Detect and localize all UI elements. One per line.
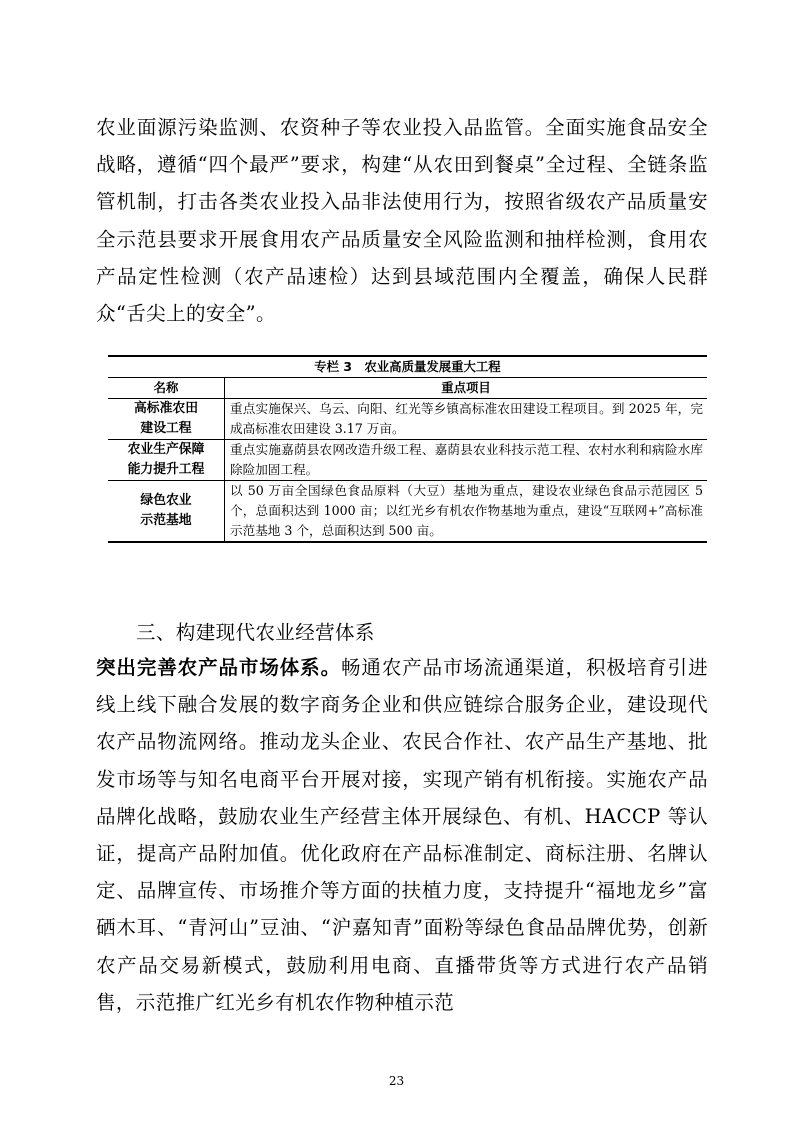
body-paragraph-market: [96, 649, 708, 1021]
table-header-name: 名称: [108, 378, 225, 399]
section-heading: 三、构建现代农业经营体系: [136, 621, 375, 644]
row-project-green: 以 50 万亩全国绿色食品原料（大豆）基地为重点，建设农业绿色食品示范园区 5 个，总面积达到 1000 亩；以红光乡有机农作物基地为重点，建设“互联网+”高标准示范基地 3 个，总面积达到 500 亩。: [225, 481, 708, 543]
row-project-production: 重点实施嘉荫县农网改造升级工程、嘉荫县农业科技示范工程、农村水利和病险水库除险加固工程。: [225, 440, 708, 481]
table-row: [108, 440, 707, 481]
table-header-project: 重点项目: [225, 378, 708, 399]
row-name-production: 农业生产保障 能力提升工程: [108, 440, 225, 481]
feature-column-table: [108, 355, 707, 543]
row-name-green: 绿色农业 示范基地: [108, 481, 225, 543]
page-number: 23: [388, 1074, 405, 1088]
table-row: [108, 481, 707, 543]
paragraph-body: 畅通农产品市场流通渠道，积极培育引进线上线下融合发展的数字商务企业和供应链综合服务企业，建设现代农产品物流网络。推动龙头企业、农民合作社、农产品生产基地、批发市场等与知名电商平台开展对接，实现产销有机衔接。实施农产品品牌化战略，鼓励农业生产经营主体开展绿色、有机、HACCP 等认证，提高产品附加值。优化政府在产品标准制定、商标注册、名牌认定、品牌宣传、市场推介等方面的扶植力度，支持提升“福地龙乡”富硒木耳、“青河山”豆油、“沪嘉知青”面粉等绿色食品品牌优势，创新农产品交易新模式，鼓励利用电商、直播带货等方式进行农产品销售，示范推广红光乡有机农作物种植示范: [96, 656, 708, 1014]
body-paragraph-food-safety: 农业面源污染监测、农资种子等农业投入品监管。全面实施食品安全战略，遵循“四个最严”要求，构建“从农田到餐桌”全过程、全链条监管机制，打击各类农业投入品非法使用行为，按照省级农产品质量安全示范县要求开展食用农产品质量安全风险监测和抽样检测，食用农产品定性检测（农产品速检）达到县域范围内全覆盖，确保人民群众“舌尖上的安全”。: [96, 116, 708, 326]
row-project-farmland: 重点实施保兴、乌云、向阳、红光等乡镇高标准农田建设工程项目。到 2025 年，完成高标准农田建设 3.17 万亩。: [225, 399, 708, 440]
row-name-farmland: 高标准农田 建设工程: [108, 399, 225, 440]
table-caption: 专栏 3 农业高质量发展重大工程: [108, 356, 707, 378]
table-row: [108, 399, 707, 440]
paragraph-lead: 突出完善农产品市场体系。: [96, 656, 342, 679]
